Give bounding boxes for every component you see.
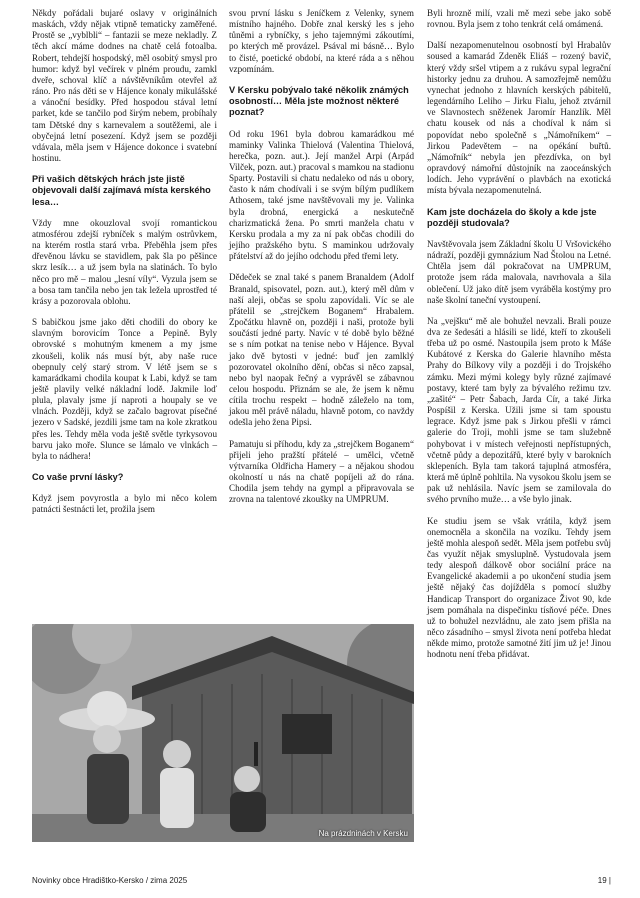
interview-question: Kam jste docházela do školy a kde jste později studovala? [427,206,597,228]
footer-publication: Novinky obce Hradištko-Kersko / zima 2025 [32,876,188,885]
paragraph: Byli hrozně milí, vzali mě mezi sebe jako sobě rovnou. Byla jsem z toho tenkrát celá omámená. [427,8,611,30]
interview-question: Při vašich dětských hrách jste jistě objevovali další zajímavá místa kerského lesa… [32,174,211,207]
photo-illustration [32,624,414,842]
page-number: 19 | [597,876,611,885]
paragraph: Na „vejšku“ mě ale bohužel nevzali. Brali pouze dva ze šedesáti a hlásili se lidé, kteří to zkoušeli třeba už po osmé. Nastoupila jsem proto k Máše Kubátové z Kerska do Galerie hlavního města Prahy do Bílkovy vily a později i do Trojského zámku. Mezi mými kolegy byly různé zajímavé postavy, které tam byly za bývalého režimu tzv. „zašité“ – Petr Šabach, Jarda Cír, a také Jirka Pospíšil z Kerska. Užili jsme si tam spoustu legrace. Když jsme pak s Jirkou přešli v rámci galerie do Troji, mohli jsme se tam služebně pohybovat i v místech veřejnosti nepřístupných, včetně půdy a depozitářů, které byly v barokních sklepeních. Byla tam takorá tajuplná atmosféra, která mě úplně pohltila. Na vysokou školu jsem se pak už nehlásila. Navíc jsem se zamilovala do svého prvního muže… a vše bylo jinak. [427,315,611,505]
paragraph: Pamatuju si příhodu, kdy za „strejčkem Boganem“ přijeli jeho pražští přátelé – umělci, včetně výtvarníka Oldřicha Hamery – a nějakou shodou okolností u nás na chatě popíjeli až do rána. Chodila jsem tehdy na gympl a připravovala se zrovna na talentové zkoušky na UMPRUM. [229,438,414,505]
paragraph: Navštěvovala jsem Základní školu U Vršovického nádraží, později gymnázium Nad Štolou na Letné. Chtěla jsem dál pokračovat na UMPRUM, protože jsem ráda malovala, navrhovala a šila oblečení. Už jako dítě jsem vyráběla kostýmy pro naše školní taneční vystoupení. [427,238,611,305]
paragraph: Vždy mne okouzloval svojí romantickou atmosférou zdejší rybníček s malým ostrůvkem, na kterém rostla stará vrba. Přeběhla jsem přes dřevěnou lávku se stavidlem, pak šla po pěšince skrz lesík… a už jsem byla na slatinách. To bylo něco pro mě – malou „lesní víly“. Vyzula jsem se a bosa tam tančila nebo jen tak ležela uprostřed té krásy a pozorovala oblohu. [32,217,217,306]
interview-question: Co vaše první lásky? [32,472,124,483]
paragraph: Od roku 1961 byla dobrou kamarádkou mé maminky Valinka Thielová (Valentina Thielová, herečka, pozn. aut.). Její manžel Arpi (Arpád Vilček, pozn. aut.) pracoval s mamkou na stadionu Sparty. Postavili si chatu nedaleko od nás u obory, často k nám chodívali i se svým bílým pudlíkem Athosem, také jsme navštěvovali my je. Valinka byla drobná, energická a neskutečně charizmatická žena. Po smrti manžela chatu v Kersku prodala a my za ní pak občas chodili do jejího pražského bytu. S maminkou udržovaly přátelství až do jejího odchodu před třemi lety. [229,128,414,262]
paragraph: Když jsem povyrostla a bylo mi něco kolem patnácti šestnácti let, prožila jsem [32,493,217,515]
paragraph: Někdy pořádali bujaré oslavy v originálních maskách, vždy nějak vtipně tematicky zaměřené. Prostě se „vyblbli“ – fantazii se meze nekladly. Z těch akcí máme dodnes na chatě celá fotoalba. Robert, tehdejší hospodský, měl osobitý smysl pro humor: když byl večírek v plném proudu, zamkl dveře, schoval klíč a návštěvníkům otevřel až ráno. Pro nás děti se v Hájence konaly mikulášské a vánoční besídky. Před hospodou stával letní parket, kde se tančilo pod širým nebem, probíhaly tam Dětské dny s karnevalem a soutěžemi, ale i obyčejná letní posezení. Když jsem se později vdávala, měla jsem v Hájence dokonce i svatební hostinu. [32,8,217,164]
article-column-2 [229,8,414,516]
paragraph: Ke studiu jsem se však vrátila, když jsem onemocněla a skončila na vozíku. Tehdy jsem ještě mohla alespoň sedět. Měla jsem potřebu svůj čas využít nějak smysluplně. Vystudovala jsem tedy alespoň dálkově obor sociální práce na Evangelické akademii a po ukončení studia jsem ještě nějaký čas dojížděla s pomocí služby Handicap Transport do organizace Život 90, kde jsem pomáhala na dispečinku tísňové péče. Dnes už to bohužel nezvládnu, ale zato jsem přišla na něco zásadního – smysl života není potřeba hledat někde mimo, protože samotné žití jim už je! Jinou hodnotu není třeba přidávat. [427,515,611,660]
article-column-3 [427,8,611,671]
paragraph: svou první lásku s Jeníčkem z Velenky, synem místního hajného. Dobře znal kerský les s jeho tůněmi a rybníčky, s jeho tajemnými zákoutími, po kterých mě provázel. Psával mi básně… Bylo to čisté, poetické období, na které ráda a s něhou vzpomínám. [229,8,414,74]
paragraph: S babičkou jsme jako děti chodili do obory ke slavným borovicím Tonce a Pepině. Byly obrovské s mohutným kmenem a my jsme zkoušeli, kolik nás musí být, aby naše ruce obepnuly celý starý strom. V létě jsem se s kamarádkami chodila koupat k Labi, když se tam ještě plavily velké nákladní lodě. Jakmile loď plula, plavaly jsme jí naproti a houpaly se ve vlnách. Později, když se začalo bagrovat písečné jezero v Sadské, jezdili jsme tam na kole zkratkou přes les. Tehdy měla voda ještě světle tyrkysovou barvu jako moře. Slunce se lámalo ve vlnkách – byla to nádhera! [32,317,217,461]
photo-caption: Na prázdninách v Kersku [318,829,408,838]
article-column-1 [32,8,217,526]
paragraph: Další nezapomenutelnou osobností byl Hrabalův soused a kamarád Zdeněk Eliáš – rozený bavič, který vždy sršel vtipem a z rukávu sypal legrační historky jednu za druhou. A samozřejmě nemůžu vynechat jednoho z hlavních kerských pábitelů, legendárního Leliho – Jirku Fialu, jehož ztvárnil ve Slavnostech sněženek Jaromír Hanzlík. Měl chatu kousek od nás a chodíval k nám si popovídat nebo společně s „Námořníkem“ – Jirkou Padevětem – na opékání buřtů. „Námořník“ nebyla jen přezdívka, on byl opravdový námořní důstojník na zaoceánských lodích. Jeho vyprávění o plavbách na exotická místa bývala nezapomenutelná. [427,40,611,196]
childhood-photo [32,624,414,842]
paragraph: Dědeček se znal také s panem Branaldem (Adolf Branald, spisovatel, pozn. aut.), který měl dům v naší aleji, občas se spolu zapovídali. Víc se ale přátelil se „strejčkem Boganem“ Hrabalem. Zpočátku hlavně on, později i naši, protože byli součástí jedné party. Navíc v té době bylo běžné se s ním potkat na tenise nebo v Hájence. Byval jako dvě bytosti v jedné: buď jen zamlklý pozorovatel okolního dění, občas si něco zapsal, nebo byl naopak řečný a vyprávěl se zábavnou celou hospodu. Přiznám se ale, že jsem k němu cítila trochu respekt – hodně záleželo na tom, jakou měl právě náladu, hlavně potom, co navždy odešla jeho žena Pipsi. [229,272,414,428]
interview-question: V Kersku pobývalo také několik známých osobností… Měla jste možnost některé poznat? [229,84,409,118]
